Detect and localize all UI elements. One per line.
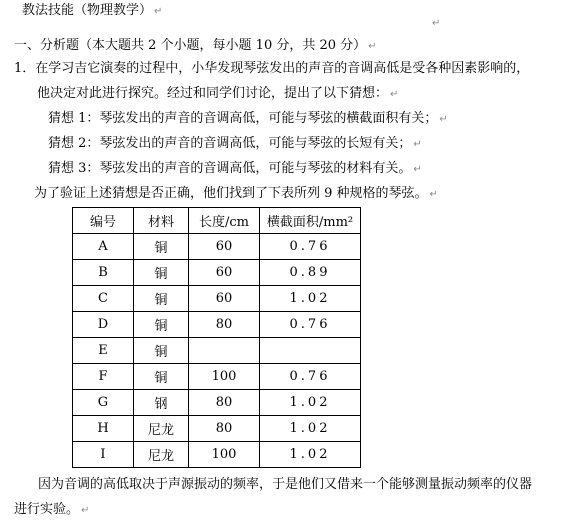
strings-spec-table — [72, 207, 361, 468]
paragraph-mark-standalone — [430, 14, 440, 33]
conclusion-line-1 — [38, 476, 532, 494]
guess-1-text: 猜想 1：琴弦发出的声音的音调高低，可能与琴弦的横截面积有关； — [48, 111, 438, 126]
cell-material: 铜 — [134, 338, 189, 364]
paragraph-mark: ↵ — [432, 18, 441, 29]
table-row — [73, 390, 361, 416]
cell-area: 0.89 — [260, 260, 361, 286]
doc-title-text: 教法技能（物理教学） — [22, 3, 153, 18]
cell-material: 钢 — [134, 390, 189, 416]
cell-area: 1.02 — [260, 286, 361, 312]
paragraph-mark: ↵ — [429, 189, 438, 200]
cell-material: 尼龙 — [134, 442, 189, 468]
section-heading — [14, 37, 377, 56]
guess-3 — [48, 160, 422, 179]
paragraph-mark: ↵ — [154, 6, 163, 17]
cell-id: D — [73, 312, 134, 338]
cell-length: 80 — [189, 390, 260, 416]
table-row — [73, 364, 361, 390]
doc-title — [22, 2, 162, 21]
cell-area: 0.76 — [260, 312, 361, 338]
table-header-row — [73, 208, 361, 234]
cell-id: C — [73, 286, 134, 312]
conclusion-line-2 — [14, 501, 89, 520]
cell-material: 铜 — [134, 260, 189, 286]
cell-length: 60 — [189, 234, 260, 260]
paragraph-mark: ↵ — [390, 89, 399, 100]
guess-2 — [48, 135, 422, 154]
cell-length — [189, 338, 260, 364]
paragraph-mark: ↵ — [81, 505, 90, 516]
cell-area: 0.76 — [260, 234, 361, 260]
header-material: 材料 — [134, 208, 189, 234]
table-row — [73, 286, 361, 312]
cell-id: I — [73, 442, 134, 468]
header-area: 横截面积/mm² — [260, 208, 361, 234]
cell-material: 尼龙 — [134, 416, 189, 442]
paragraph-mark: ↵ — [413, 164, 422, 175]
paragraph-mark: ↵ — [368, 41, 377, 52]
cell-material: 铜 — [134, 364, 189, 390]
table-row — [73, 416, 361, 442]
cell-id: H — [73, 416, 134, 442]
paragraph-mark: ↵ — [439, 114, 448, 125]
cell-length: 60 — [189, 286, 260, 312]
question-intro-text-2: 他决定对此进行探究。经过和同学们讨论，提出了以下猜想： — [37, 86, 389, 101]
cell-area — [260, 338, 361, 364]
guess-2-text: 猜想 2：琴弦发出的声音的音调高低，可能与琴弦的长短有关； — [48, 136, 412, 151]
cell-id: A — [73, 234, 134, 260]
table-row — [73, 260, 361, 286]
guess-1 — [48, 110, 448, 129]
cell-id: B — [73, 260, 134, 286]
cell-area: 1.02 — [260, 442, 361, 468]
cell-length: 100 — [189, 364, 260, 390]
table-row — [73, 234, 361, 260]
header-id: 编号 — [73, 208, 134, 234]
cell-area: 1.02 — [260, 390, 361, 416]
table-intro — [34, 185, 438, 204]
cell-length: 60 — [189, 260, 260, 286]
question-intro-text-1: 1．在学习吉它演奏的过程中，小华发现琴弦发出的声音的音调高低是受各种因素影响的， — [14, 61, 530, 76]
section-heading-text: 一、分析题（本大题共 2 个小题，每小题 10 分，共 20 分） — [14, 38, 367, 53]
table-row — [73, 442, 361, 468]
conclusion-text-2: 进行实验。 — [14, 502, 80, 517]
cell-length: 100 — [189, 442, 260, 468]
header-length: 长度/cm — [189, 208, 260, 234]
cell-material: 铜 — [134, 286, 189, 312]
cell-id: F — [73, 364, 134, 390]
guess-3-text: 猜想 3：琴弦发出的声音的音调高低，可能与琴弦的材料有关。 — [48, 161, 412, 176]
conclusion-text-1: 因为音调的高低取决于声源振动的频率，于是他们又借来一个能够测量振动频率的仪器 — [38, 477, 533, 492]
cell-id: G — [73, 390, 134, 416]
cell-id: E — [73, 338, 134, 364]
cell-area: 1.02 — [260, 416, 361, 442]
paragraph-mark: ↵ — [413, 139, 422, 150]
cell-length: 80 — [189, 416, 260, 442]
cell-length: 80 — [189, 312, 260, 338]
cell-material: 铜 — [134, 312, 189, 338]
cell-material: 铜 — [134, 234, 189, 260]
table-row — [73, 338, 361, 364]
question-intro-line-2 — [37, 85, 398, 104]
table-row — [73, 312, 361, 338]
table-intro-text: 为了验证上述猜想是否正确，他们找到了下表所列 9 种规格的琴弦。 — [34, 186, 428, 201]
question-intro-line-1 — [14, 60, 529, 78]
cell-area: 0.76 — [260, 364, 361, 390]
